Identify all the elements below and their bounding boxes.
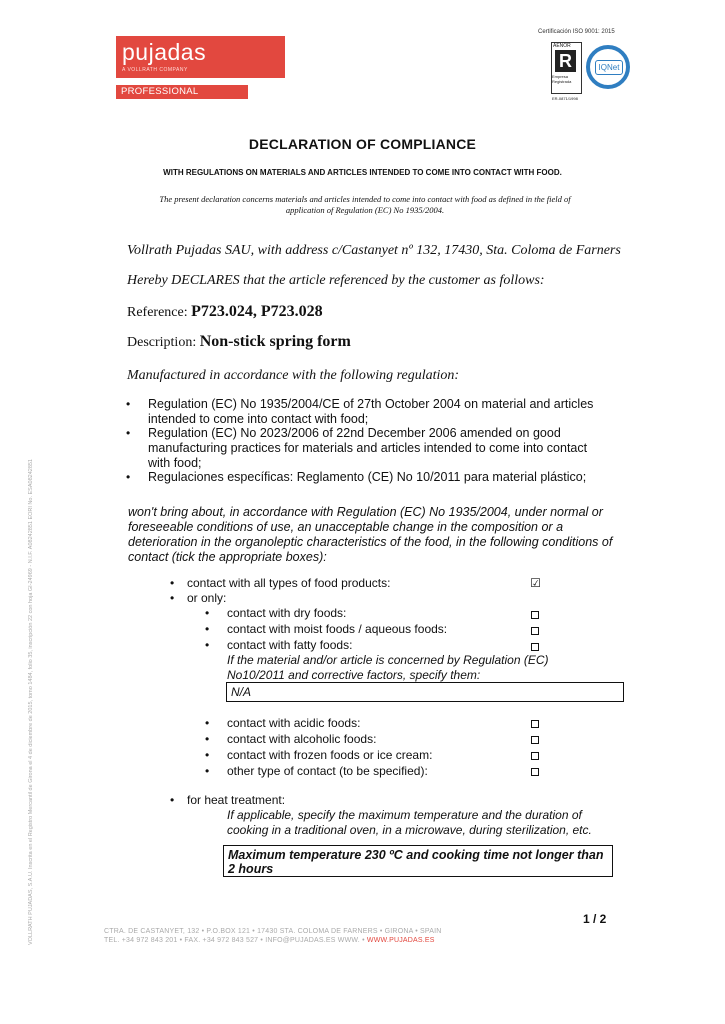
document-subtitle: WITH REGULATIONS ON MATERIALS AND ARTICLES INTENDED TO COME INTO CONTACT WITH FOOD. [163,168,562,177]
heat-treatment-note: If applicable, specify the maximum temperature and the duration of cooking in a traditional oven, in a microwave, during sterilization, etc. [227,808,592,837]
bullet-icon: • [205,606,210,620]
footer-website-link[interactable]: WWW.PUJADAS.ES [366,937,435,944]
conditions-paragraph: won't bring about, in accordance with Regulation (EC) No 1935/2004, under normal or foreseeable conditions of use, an unacceptable change in the composition or a deterioration in the organoleptic characteristics of the food, in the following conditions of contact (tick the appropriate boxes): [128,505,613,564]
certification-title: Certificación ISO 9001: 2015 [538,29,615,35]
reference-line [127,303,323,321]
aenor-number: ER-0871/1998 [552,96,578,101]
heat-treatment-label: for heat treatment: [187,793,286,807]
aenor-subtitle: Empresa Registrada [552,74,572,84]
contact-frozen-label: contact with frozen foods or ice cream: [227,748,433,762]
manufactured-line: Manufactured in accordance with the following regulation: [127,368,460,383]
contact-other-label: other type of contact (to be specified): [227,764,428,778]
logo-name: pujadas [122,39,207,65]
regulation-item: • Regulation (EC) No 2023/2006 of 22nd December 2006 amended on good manufacturing practices for materials and articles intended to come into contact with food; [126,426,588,470]
footer-address: CTRA. DE CASTANYET, 132 • P.O.BOX 121 • 17430 STA. COLOMA DE FARNERS • GIRONA • SPAIN [104,928,442,935]
declares-line: Hereby DECLARES that the article referenced by the customer as follows: [127,273,545,288]
moist-checkbox[interactable] [531,627,539,635]
bullet-icon: • [205,622,210,636]
bullet-icon: • [126,470,131,484]
bullet-icon: • [205,764,210,778]
contact-fatty-label: contact with fatty foods: [227,638,353,652]
side-registry-text: VOLLRATH PUJADAS, S.A.U. Inscrita en el Registro Mercantil de Girona el 4 de diciembre de 2015, tomo 1484, folio 35, inscripción 22 con hoja GI-24969 - N.I.F. A08242851 EORI No. ESA08242851 [28,459,34,945]
footer-phone-fax: TEL. +34 972 843 201 • FAX. +34 972 843 527 • INFO@PUJADAS.ES WWW. • [104,937,367,944]
intro-text: The present declaration concerns materials and articles intended to come into contact with food as defined in the field of application of Regulation (EC) No 1935/2004. [159,194,571,215]
company-line: Vollrath Pujadas SAU, with address c/Castanyet nº 132, 17430, Sta. Coloma de Farners [127,243,621,258]
acidic-checkbox[interactable] [531,720,539,728]
dry-checkbox[interactable] [531,611,539,619]
bullet-icon: • [126,397,131,411]
reference-label: Reference: [127,305,192,320]
or-only-label: or only: [187,591,227,605]
iqnet-label: IQNet [595,60,623,75]
contact-dry-label: contact with dry foods: [227,606,347,620]
logo-tagline: A VOLLRATH COMPANY [122,67,188,73]
regulation-item: • Regulaciones específicas: Reglamento (CE) No 10/2011 para material plástico; [126,470,587,484]
fatty-checkbox[interactable] [531,643,539,651]
bullet-icon: • [205,732,210,746]
bullet-icon: • [205,638,210,652]
heat-treatment-value: Maximum temperature 230 ºC and cooking time not longer than 2 hours [228,848,604,876]
bullet-icon: • [170,591,175,605]
description-label: Description: [127,335,200,350]
logo-banner: PROFESSIONAL COOKWARE [116,85,248,99]
contact-alcoholic-label: contact with alcoholic foods: [227,732,377,746]
heat-treatment-field[interactable] [223,845,613,877]
fatty-note: If the material and/or article is concerned by Regulation (EC) No10/2011 and corrective factors, specify them: [227,653,549,682]
other-checkbox[interactable] [531,768,539,776]
regulation-item: • Regulation (EC) No 1935/2004/CE of 27th October 2004 on material and articles intended to come into contact with food; [126,397,594,426]
alcoholic-checkbox[interactable] [531,736,539,744]
description-line [127,333,351,351]
bullet-icon: • [205,748,210,762]
fatty-corrective-field[interactable] [226,682,624,702]
reference-value: P723.024, P723.028 [191,303,323,320]
contact-all-types-label: contact with all types of food products: [187,576,391,590]
aenor-mark-icon: R [555,50,576,72]
bullet-icon: • [205,716,210,730]
checked-box-icon[interactable]: ☑ [530,576,541,590]
contact-moist-label: contact with moist foods / aqueous foods: [227,622,448,636]
page-number: 1 / 2 [583,912,607,926]
description-value: Non-stick spring form [199,333,351,350]
fatty-corrective-value: N/A [231,685,252,699]
footer-contact [104,937,435,944]
bullet-icon: • [126,426,131,440]
contact-acidic-label: contact with acidic foods: [227,716,361,730]
bullet-icon: • [170,576,175,590]
document-title: DECLARATION OF COMPLIANCE [248,136,477,152]
frozen-checkbox[interactable] [531,752,539,760]
bullet-icon: • [170,793,175,807]
aenor-label: AENOR [553,43,571,49]
